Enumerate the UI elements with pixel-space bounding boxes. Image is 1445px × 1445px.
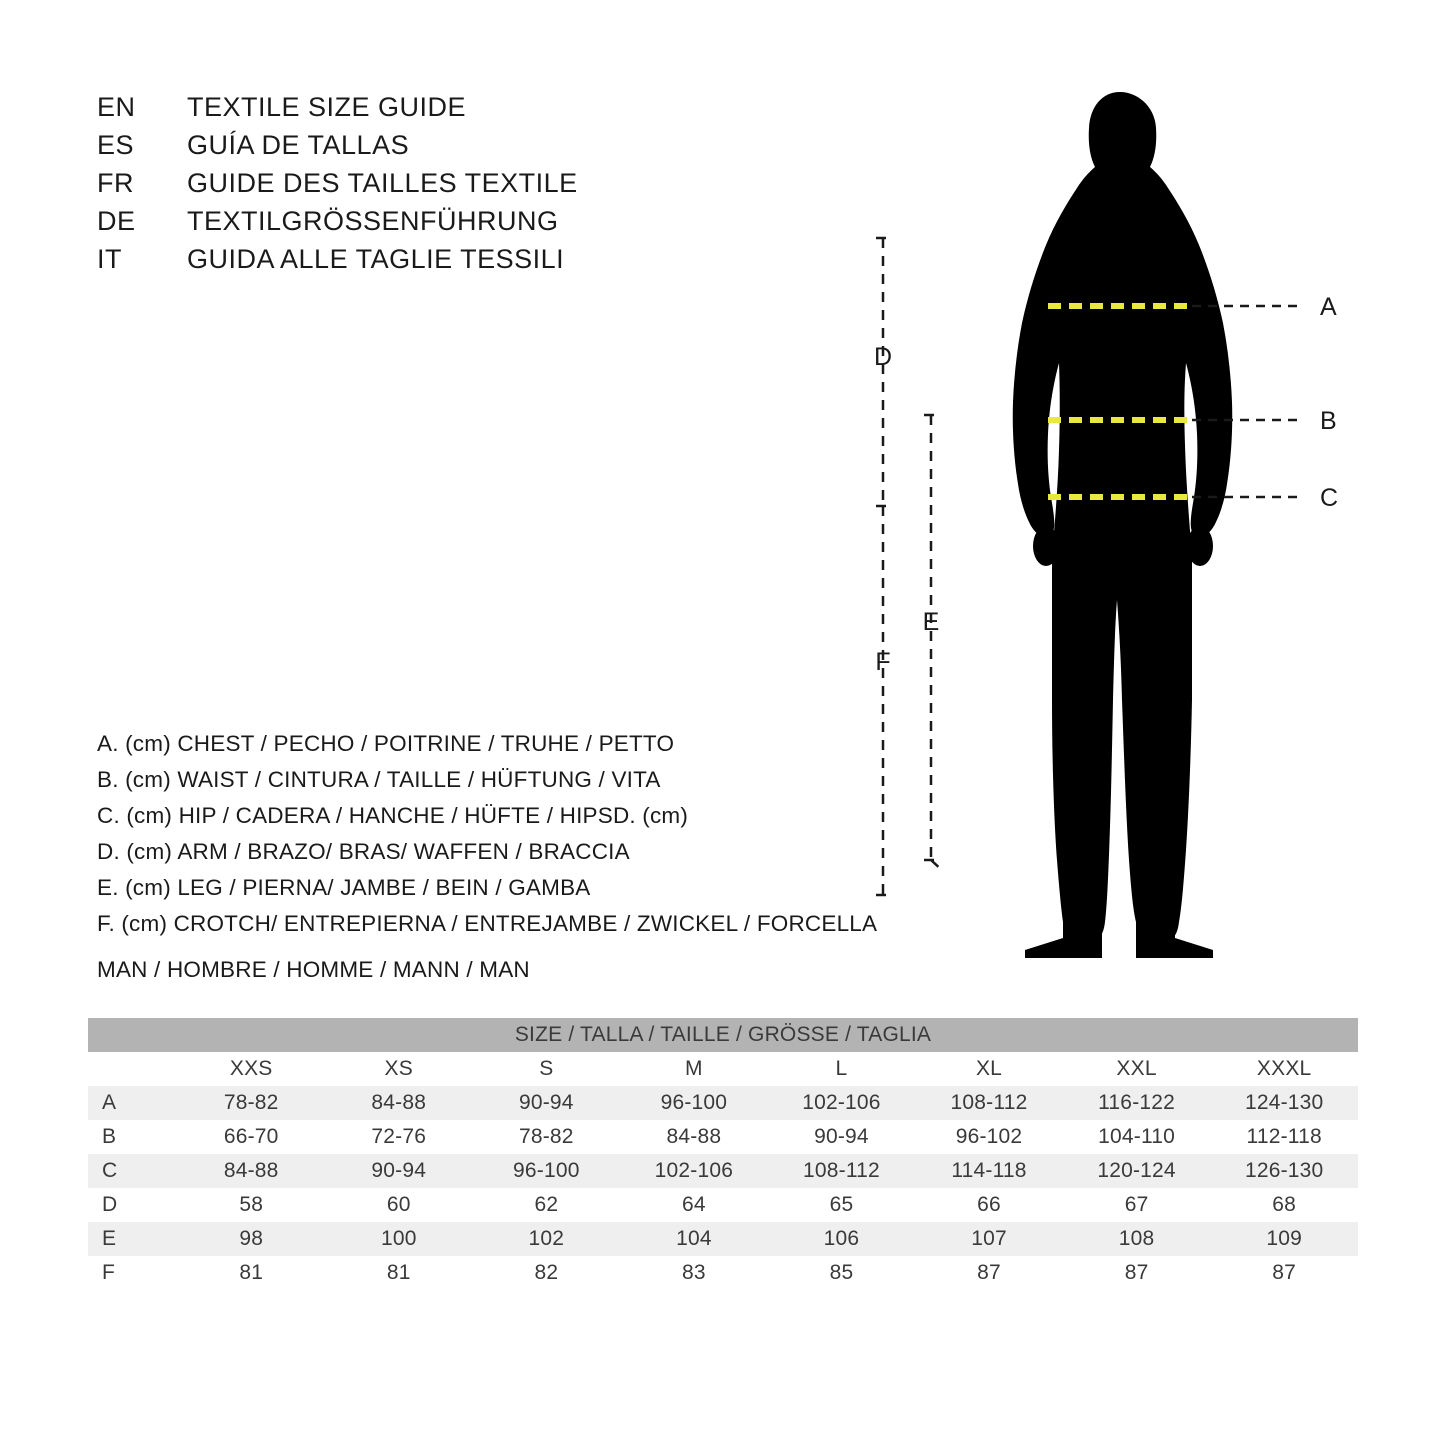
cell-c-xs: 90-94 xyxy=(371,1159,427,1182)
legend-item-c: C. (cm) HIP / CADERA / HANCHE / HÜFTE / HIPSD. (cm) xyxy=(97,803,689,828)
cell-a-xxxl: 124-130 xyxy=(1244,1091,1324,1114)
cell-e-xxl: 108 xyxy=(1118,1227,1155,1250)
cell-e-xl: 107 xyxy=(971,1227,1007,1250)
title-text-it: GUIDA ALLE TAGLIE TESSILI xyxy=(187,244,565,274)
man-silhouette xyxy=(1013,92,1233,958)
bracket-label-d: D xyxy=(873,343,893,371)
cell-c-xxl: 120-124 xyxy=(1097,1159,1176,1182)
cell-a-l: 102-106 xyxy=(802,1091,881,1114)
cell-a-xs: 84-88 xyxy=(371,1091,427,1114)
legend-item-f: F. (cm) CROTCH/ ENTREPIERNA / ENTREJAMBE / ZWICKEL / FORCELLA xyxy=(97,911,878,936)
cell-a-xxs: 78-82 xyxy=(223,1091,279,1114)
cell-d-xxl: 67 xyxy=(1124,1193,1149,1216)
cell-d-xs: 60 xyxy=(386,1193,411,1216)
gender-label: MAN / HOMBRE / HOMME / MANN / MAN xyxy=(97,957,530,982)
cell-c-m: 102-106 xyxy=(654,1159,734,1182)
title-row-en xyxy=(97,88,797,126)
size-table-wrapper xyxy=(88,1018,1358,1290)
table-row xyxy=(88,1154,1358,1188)
cell-d-xl: 66 xyxy=(977,1193,1001,1216)
table-row xyxy=(88,1188,1358,1222)
title-row-es xyxy=(97,126,797,164)
cell-c-xxs: 84-88 xyxy=(223,1159,279,1182)
legend-item-e: E. (cm) LEG / PIERNA/ JAMBE / BEIN / GAMBA xyxy=(97,875,591,900)
cell-b-s: 78-82 xyxy=(518,1125,574,1148)
cell-c-s: 96-100 xyxy=(513,1159,580,1182)
cell-f-xxxl: 87 xyxy=(1272,1261,1297,1284)
row-label-f: F xyxy=(102,1261,116,1284)
title-row-fr xyxy=(97,164,797,202)
bracket-label-f: F xyxy=(875,648,891,676)
table-size-row xyxy=(88,1052,1358,1086)
cell-f-l: 85 xyxy=(829,1261,854,1284)
cell-d-xxxl: 68 xyxy=(1272,1193,1297,1216)
title-text-de: TEXTILGRÖSSENFÜHRUNG xyxy=(187,206,559,236)
marker-label-c: C xyxy=(1320,484,1339,512)
cell-c-l: 108-112 xyxy=(802,1159,880,1182)
legend-item-d: D. (cm) ARM / BRAZO/ BRAS/ WAFFEN / BRACCIA xyxy=(97,839,630,864)
cell-e-xs: 100 xyxy=(380,1227,417,1250)
cell-b-xxl: 104-110 xyxy=(1098,1125,1176,1148)
size-col-xxs: XXS xyxy=(177,1052,325,1086)
title-text-es: GUÍA DE TALLAS xyxy=(187,130,410,160)
title-block xyxy=(97,88,797,278)
title-lang-es: ES xyxy=(97,130,135,160)
cell-e-xxs: 98 xyxy=(239,1227,264,1250)
table-header-row xyxy=(88,1018,1358,1052)
title-lang-de: DE xyxy=(97,206,136,236)
row-label-a: A xyxy=(102,1091,117,1114)
title-text-en: TEXTILE SIZE GUIDE xyxy=(187,92,467,122)
size-col-xxl: XXL xyxy=(1063,1052,1211,1086)
legend-item-a: A. (cm) CHEST / PECHO / POITRINE / TRUHE / PETTO xyxy=(97,731,675,756)
size-row-corner xyxy=(88,1052,177,1086)
dimension-brackets xyxy=(873,238,944,895)
cell-f-xxl: 87 xyxy=(1124,1261,1149,1284)
cell-b-xxs: 66-70 xyxy=(223,1125,279,1148)
cell-d-m: 64 xyxy=(682,1193,706,1216)
cell-f-m: 83 xyxy=(682,1261,706,1284)
size-col-m: M xyxy=(620,1052,768,1086)
title-lang-en: EN xyxy=(97,92,136,122)
size-col-s: S xyxy=(473,1052,621,1086)
size-col-l: L xyxy=(768,1052,916,1086)
cell-b-xs: 72-76 xyxy=(371,1125,427,1148)
cell-f-xxs: 81 xyxy=(239,1261,264,1284)
cell-a-xl: 108-112 xyxy=(950,1091,1028,1114)
row-label-c: C xyxy=(102,1159,118,1182)
cell-b-xl: 96-102 xyxy=(955,1125,1023,1148)
cell-b-m: 84-88 xyxy=(666,1125,722,1148)
cell-d-xxs: 58 xyxy=(239,1193,264,1216)
cell-b-xxxl: 112-118 xyxy=(1246,1125,1322,1148)
size-col-xs: XS xyxy=(325,1052,473,1086)
marker-label-b: B xyxy=(1320,407,1337,435)
table-row xyxy=(88,1222,1358,1256)
title-row-de xyxy=(97,202,797,240)
cell-e-xxxl: 109 xyxy=(1266,1227,1302,1250)
body-diagram xyxy=(820,60,1420,960)
size-col-xl: XL xyxy=(915,1052,1063,1086)
table-header-label: SIZE / TALLA / TAILLE / GRÖSSE / TAGLIA xyxy=(514,1023,932,1046)
title-text-fr: GUIDE DES TAILLES TEXTILE xyxy=(187,168,578,198)
bracket-label-e: E xyxy=(922,608,940,636)
cell-c-xxxl: 126-130 xyxy=(1244,1159,1324,1182)
cell-d-s: 62 xyxy=(534,1193,559,1216)
legend-item-b: B. (cm) WAIST / CINTURA / TAILLE / HÜFTUNG / VITA xyxy=(97,767,661,792)
cell-d-l: 65 xyxy=(829,1193,854,1216)
row-label-d: D xyxy=(102,1193,118,1216)
table-row xyxy=(88,1256,1358,1290)
size-table xyxy=(88,1018,1358,1290)
title-lang-it: IT xyxy=(97,244,122,274)
cell-f-s: 82 xyxy=(534,1261,559,1284)
table-row xyxy=(88,1120,1358,1154)
cell-f-xs: 81 xyxy=(386,1261,411,1284)
measurement-legend xyxy=(97,726,897,942)
marker-label-a: A xyxy=(1320,293,1337,321)
size-col-xxxl: XXXL xyxy=(1210,1052,1358,1086)
row-label-b: B xyxy=(102,1125,117,1148)
table-row xyxy=(88,1086,1358,1120)
title-row-it xyxy=(97,240,797,278)
row-label-e: E xyxy=(102,1227,117,1250)
cell-e-m: 104 xyxy=(676,1227,712,1250)
cell-e-l: 106 xyxy=(823,1227,860,1250)
title-lang-fr: FR xyxy=(97,168,134,198)
cell-a-m: 96-100 xyxy=(660,1091,728,1114)
cell-e-s: 102 xyxy=(528,1227,565,1250)
cell-b-l: 90-94 xyxy=(814,1125,869,1148)
cell-a-s: 90-94 xyxy=(518,1091,574,1114)
cell-c-xl: 114-118 xyxy=(951,1159,1027,1182)
cell-f-xl: 87 xyxy=(977,1261,1001,1284)
cell-a-xxl: 116-122 xyxy=(1098,1091,1176,1114)
